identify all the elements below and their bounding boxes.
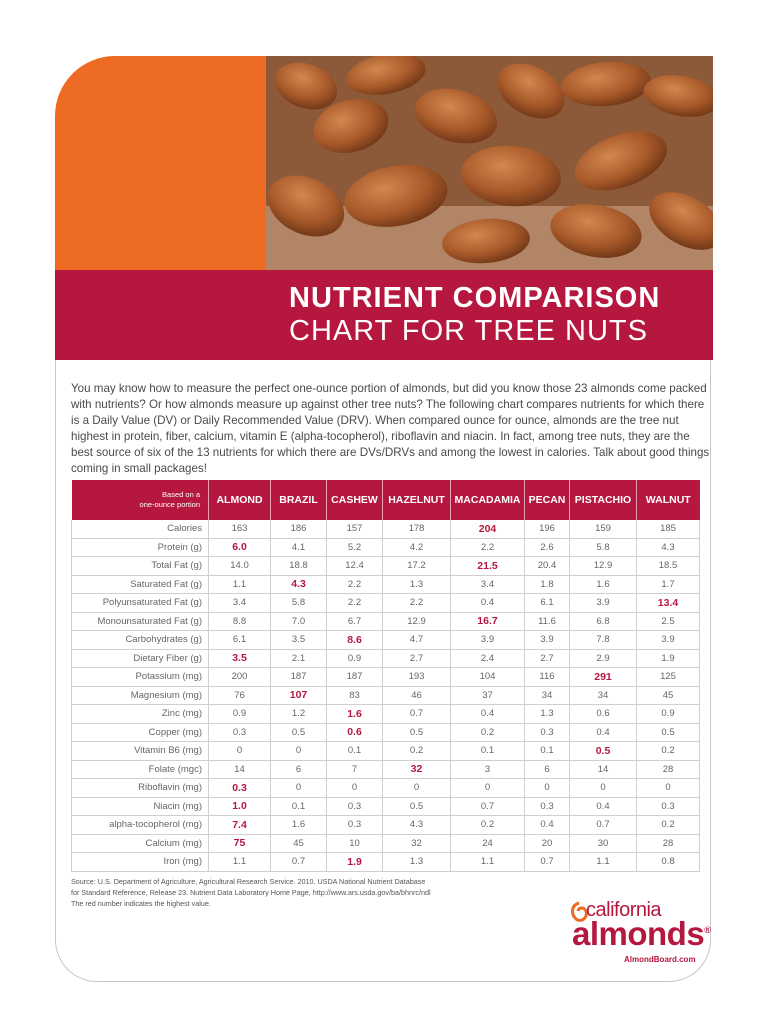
table-cell: 32: [383, 834, 451, 853]
orange-decor-block: [55, 56, 270, 270]
table-row: [72, 612, 700, 631]
table-cell: 18.5: [637, 557, 700, 576]
table-cell: 1.9: [327, 853, 383, 872]
table-cell: 0.8: [637, 853, 700, 872]
table-cell: 0.6: [327, 723, 383, 742]
table-cell: 34: [525, 686, 570, 705]
table-cell: 0.9: [327, 649, 383, 668]
row-label: Carbohydrates (g): [72, 631, 209, 650]
table-cell: 0: [637, 779, 700, 798]
table-cell: 3.4: [209, 594, 271, 613]
table-cell: 3.9: [637, 631, 700, 650]
table-row: [72, 686, 700, 705]
table-cell: 14: [570, 760, 637, 779]
col-header-almond: ALMOND: [209, 480, 271, 520]
table-cell: 3.9: [451, 631, 525, 650]
row-label: Polyunsaturated Fat (g): [72, 594, 209, 613]
table-cell: 2.2: [327, 575, 383, 594]
row-label: Iron (mg): [72, 853, 209, 872]
table-cell: 37: [451, 686, 525, 705]
table-cell: 1.1: [209, 853, 271, 872]
table-cell: 13.4: [637, 594, 700, 613]
corner-line-2: one-ounce portion: [139, 500, 200, 509]
table-row: [72, 538, 700, 557]
table-cell: 1.1: [451, 853, 525, 872]
row-label: Dietary Fiber (g): [72, 649, 209, 668]
table-cell: 8.8: [209, 612, 271, 631]
table-cell: 46: [383, 686, 451, 705]
col-header-pistachio: PISTACHIO: [570, 480, 637, 520]
table-cell: 193: [383, 668, 451, 687]
table-cell: 1.3: [383, 575, 451, 594]
table-cell: 28: [637, 834, 700, 853]
col-header-walnut: WALNUT: [637, 480, 700, 520]
table-cell: 0.3: [209, 723, 271, 742]
table-cell: 0.2: [637, 742, 700, 761]
table-cell: 0.4: [570, 797, 637, 816]
row-label: Folate (mgc): [72, 760, 209, 779]
table-cell: 1.1: [209, 575, 271, 594]
table-cell: 0.9: [209, 705, 271, 724]
table-cell: 0.5: [570, 742, 637, 761]
table-row: [72, 649, 700, 668]
table-cell: 0.1: [451, 742, 525, 761]
table-cell: 7.4: [209, 816, 271, 835]
table-cell: 7.8: [570, 631, 637, 650]
row-label: alpha-tocopherol (mg): [72, 816, 209, 835]
table-cell: 0.3: [525, 797, 570, 816]
table-cell: 76: [209, 686, 271, 705]
table-cell: 2.5: [637, 612, 700, 631]
table-cell: 0.2: [637, 816, 700, 835]
row-label: Total Fat (g): [72, 557, 209, 576]
table-cell: 12.9: [383, 612, 451, 631]
table-cell: 0.1: [525, 742, 570, 761]
table-row: [72, 575, 700, 594]
table-cell: 5.2: [327, 538, 383, 557]
table-cell: 291: [570, 668, 637, 687]
table-cell: 187: [327, 668, 383, 687]
table-cell: 20: [525, 834, 570, 853]
table-cell: 8.6: [327, 631, 383, 650]
table-cell: 24: [451, 834, 525, 853]
table-cell: 32: [383, 760, 451, 779]
table-cell: 2.2: [383, 594, 451, 613]
table-cell: 0.1: [271, 797, 327, 816]
table-body: [72, 520, 700, 871]
table-cell: 159: [570, 520, 637, 538]
table-cell: 5.8: [570, 538, 637, 557]
table-cell: 11.6: [525, 612, 570, 631]
table-cell: 12.9: [570, 557, 637, 576]
table-cell: 116: [525, 668, 570, 687]
nutrient-table: [71, 480, 700, 872]
table-cell: 104: [451, 668, 525, 687]
table-cell: 12.4: [327, 557, 383, 576]
table-cell: 10: [327, 834, 383, 853]
table-cell: 163: [209, 520, 271, 538]
table-cell: 125: [637, 668, 700, 687]
table-cell: 187: [271, 668, 327, 687]
table-cell: 0.7: [271, 853, 327, 872]
table-cell: 4.3: [383, 816, 451, 835]
table-cell: 34: [570, 686, 637, 705]
row-label: Vitamin B6 (mg): [72, 742, 209, 761]
table-cell: 178: [383, 520, 451, 538]
table-cell: 1.7: [637, 575, 700, 594]
table-cell: 75: [209, 834, 271, 853]
table-cell: 0.5: [383, 797, 451, 816]
table-cell: 1.6: [570, 575, 637, 594]
table-cell: 6.1: [209, 631, 271, 650]
table-cell: 7.0: [271, 612, 327, 631]
table-cell: 196: [525, 520, 570, 538]
table-cell: 0.7: [451, 797, 525, 816]
table-cell: 2.1: [271, 649, 327, 668]
table-cell: 107: [271, 686, 327, 705]
table-cell: 0.5: [637, 723, 700, 742]
table-cell: 4.2: [383, 538, 451, 557]
page-subtitle: CHART FOR TREE NUTS: [289, 315, 648, 347]
table-row: [72, 834, 700, 853]
table-cell: 2.7: [383, 649, 451, 668]
table-cell: 6: [271, 760, 327, 779]
table-cell: 0.9: [637, 705, 700, 724]
table-cell: 45: [637, 686, 700, 705]
table-row: [72, 520, 700, 538]
table-cell: 1.8: [525, 575, 570, 594]
table-cell: 204: [451, 520, 525, 538]
table-cell: 7: [327, 760, 383, 779]
table-cell: 0.5: [271, 723, 327, 742]
intro-paragraph: You may know how to measure the perfect one-ounce portion of almonds, but did you know those 23 almonds come packed with nutrients? Or how almonds measure up against other tree nuts? The following chart compares nutrients for which there is a Daily Value (DV) or Daily Recommended Value (DRV). When compared ounce for ounce, almonds are the tree nut highest in protein, fiber, calcium, vitamin E (alpha-tocopherol), riboflavin and niacin. In fact, among tree nuts, they are the best source of six of the 13 nutrients for which there are DVs/DRVs and among the lowest in calories. Talk about good things coming in small packages!: [71, 382, 710, 475]
table-cell: 0.2: [383, 742, 451, 761]
row-label: Magnesium (mg): [72, 686, 209, 705]
table-cell: 186: [271, 520, 327, 538]
table-cell: 0.2: [451, 816, 525, 835]
row-label: Calcium (mg): [72, 834, 209, 853]
table-cell: 30: [570, 834, 637, 853]
row-label: Calories: [72, 520, 209, 538]
table-cell: 0: [451, 779, 525, 798]
table-cell: 157: [327, 520, 383, 538]
table-row: [72, 668, 700, 687]
table-cell: 3.5: [271, 631, 327, 650]
table-cell: 0.7: [570, 816, 637, 835]
table-cell: 3.4: [451, 575, 525, 594]
row-label: Protein (g): [72, 538, 209, 557]
row-label: Saturated Fat (g): [72, 575, 209, 594]
table-cell: 0.1: [327, 742, 383, 761]
table-cell: 16.7: [451, 612, 525, 631]
table-cell: 6.8: [570, 612, 637, 631]
table-cell: 3: [451, 760, 525, 779]
table-row: [72, 594, 700, 613]
source-note: [71, 876, 541, 909]
table-header-row: [72, 480, 700, 520]
logo-almonds-word: almonds: [572, 915, 705, 952]
table-row: [72, 557, 700, 576]
table-cell: 1.1: [570, 853, 637, 872]
table-row: [72, 797, 700, 816]
table-cell: 0.7: [383, 705, 451, 724]
table-cell: 200: [209, 668, 271, 687]
col-header-brazil: BRAZIL: [271, 480, 327, 520]
table-cell: 5.8: [271, 594, 327, 613]
table-cell: 6.0: [209, 538, 271, 557]
table-cell: 1.3: [525, 705, 570, 724]
table-cell: 0.5: [383, 723, 451, 742]
table-cell: 0: [525, 779, 570, 798]
table-cell: 1.6: [271, 816, 327, 835]
table-cell: 1.2: [271, 705, 327, 724]
source-line-3: The red number indicates the highest value.: [71, 899, 211, 908]
table-cell: 20.4: [525, 557, 570, 576]
table-cell: 14.0: [209, 557, 271, 576]
table-cell: 0.3: [327, 816, 383, 835]
table-cell: 0.3: [327, 797, 383, 816]
table-cell: 0: [271, 742, 327, 761]
table-cell: 3.9: [570, 594, 637, 613]
table-corner-label: [72, 480, 209, 520]
table-cell: 17.2: [383, 557, 451, 576]
table-cell: 0: [271, 779, 327, 798]
table-cell: 14: [209, 760, 271, 779]
table-cell: 21.5: [451, 557, 525, 576]
table-cell: 6.1: [525, 594, 570, 613]
table-cell: 0.3: [209, 779, 271, 798]
row-label: Riboflavin (mg): [72, 779, 209, 798]
table-cell: 28: [637, 760, 700, 779]
col-header-hazelnut: HAZELNUT: [383, 480, 451, 520]
almonds-photo: [266, 56, 713, 270]
table-cell: 2.9: [570, 649, 637, 668]
table-cell: 3.9: [525, 631, 570, 650]
source-line-2: for Standard Reference, Release 23. Nutrient Data Laboratory Home Page, http://www.ars.usda.gov/ba/bhnrc/ndl: [71, 888, 431, 897]
corner-line-1: Based on a: [162, 490, 200, 499]
table-row: [72, 853, 700, 872]
table-cell: 0: [383, 779, 451, 798]
table-row: [72, 723, 700, 742]
table-cell: 45: [271, 834, 327, 853]
table-row: [72, 705, 700, 724]
table-cell: 0.4: [525, 816, 570, 835]
table-cell: 0.6: [570, 705, 637, 724]
source-line-1: Source: U.S. Department of Agriculture, Agricultural Research Service. 2010. USDA National Nutrient Database: [71, 877, 426, 886]
table-cell: 83: [327, 686, 383, 705]
table-cell: 2.6: [525, 538, 570, 557]
table-cell: 1.6: [327, 705, 383, 724]
row-label: Niacin (mg): [72, 797, 209, 816]
table-cell: 18.8: [271, 557, 327, 576]
table-cell: 2.2: [451, 538, 525, 557]
table-cell: 3.5: [209, 649, 271, 668]
table-cell: 1.9: [637, 649, 700, 668]
table-cell: 0.7: [525, 853, 570, 872]
table-cell: 4.3: [271, 575, 327, 594]
table-cell: 0.3: [525, 723, 570, 742]
table-row: [72, 760, 700, 779]
table-cell: 0.4: [570, 723, 637, 742]
table-cell: 0: [327, 779, 383, 798]
california-almonds-logo: [560, 895, 710, 970]
table-cell: 2.4: [451, 649, 525, 668]
table-cell: 2.2: [327, 594, 383, 613]
table-cell: 2.7: [525, 649, 570, 668]
table-cell: 0: [209, 742, 271, 761]
table-cell: 1.0: [209, 797, 271, 816]
logo-california-text: california: [586, 899, 662, 921]
col-header-pecan: PECAN: [525, 480, 570, 520]
table-row: [72, 779, 700, 798]
logo-url: AlmondBoard.com: [624, 955, 696, 964]
logo-almonds-text: [572, 915, 710, 953]
row-label: Copper (mg): [72, 723, 209, 742]
table-row: [72, 631, 700, 650]
row-label: Potassium (mg): [72, 668, 209, 687]
table-row: [72, 742, 700, 761]
row-label: Zinc (mg): [72, 705, 209, 724]
table-cell: 0.3: [637, 797, 700, 816]
table-cell: 6: [525, 760, 570, 779]
col-header-macadamia: MACADAMIA: [451, 480, 525, 520]
table-cell: 0.4: [451, 594, 525, 613]
table-cell: 0.4: [451, 705, 525, 724]
table-cell: 4.1: [271, 538, 327, 557]
logo-reg-mark: ®: [704, 925, 711, 935]
table-cell: 185: [637, 520, 700, 538]
page-title: NUTRIENT COMPARISON: [289, 282, 661, 314]
row-label: Monounsaturated Fat (g): [72, 612, 209, 631]
table-cell: 6.7: [327, 612, 383, 631]
col-header-cashew: CASHEW: [327, 480, 383, 520]
table-cell: 1.3: [383, 853, 451, 872]
table-cell: 4.7: [383, 631, 451, 650]
table-row: [72, 816, 700, 835]
table-cell: 0.2: [451, 723, 525, 742]
table-cell: 4.3: [637, 538, 700, 557]
table-cell: 0: [570, 779, 637, 798]
